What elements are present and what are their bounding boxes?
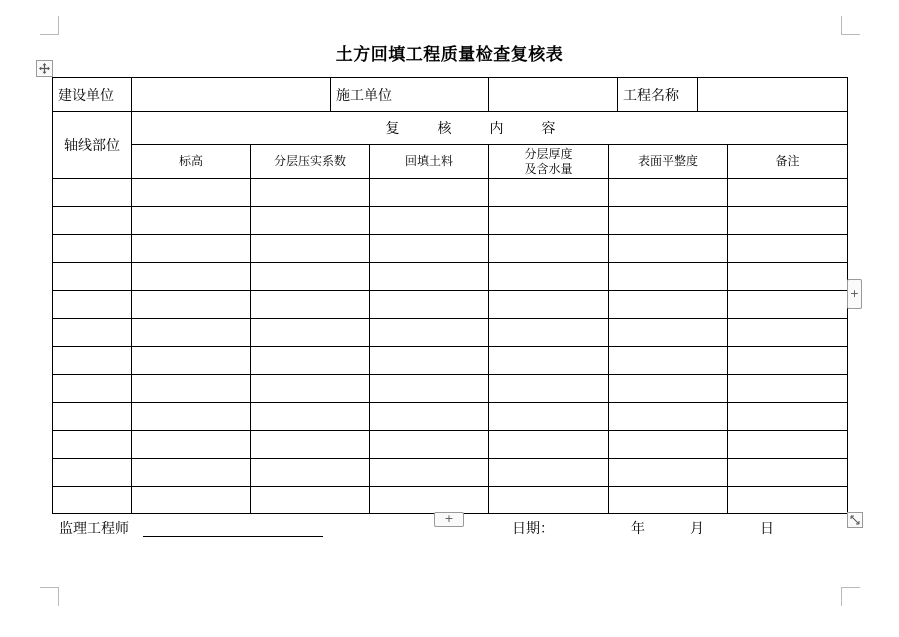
table-cell[interactable] [132, 459, 251, 487]
table-cell[interactable] [251, 235, 370, 263]
table-cell[interactable] [609, 291, 728, 319]
table-cell[interactable] [370, 235, 489, 263]
page-corner-mark-top-left [40, 16, 59, 35]
table-cell[interactable] [609, 431, 728, 459]
table-cell[interactable] [609, 319, 728, 347]
table-cell[interactable] [251, 263, 370, 291]
table-row [53, 179, 848, 207]
table-cell[interactable] [370, 431, 489, 459]
table-cell[interactable] [728, 291, 848, 319]
table-cell[interactable] [251, 291, 370, 319]
table-row [53, 291, 848, 319]
axis-position-cell[interactable] [53, 263, 132, 291]
table-row [53, 235, 848, 263]
table-cell[interactable] [609, 375, 728, 403]
table-cell[interactable] [251, 319, 370, 347]
axis-position-cell[interactable] [53, 347, 132, 375]
table-cell[interactable] [609, 179, 728, 207]
column-header: 回填土料 [370, 145, 489, 179]
table-cell[interactable] [251, 179, 370, 207]
table-cell[interactable] [728, 431, 848, 459]
table-cell[interactable] [489, 263, 609, 291]
table-cell[interactable] [251, 375, 370, 403]
table-row [53, 347, 848, 375]
plus-icon: + [444, 512, 454, 525]
column-header-row [53, 145, 848, 179]
table-row [53, 403, 848, 431]
axis-position-cell[interactable] [53, 235, 132, 263]
table-cell[interactable] [489, 459, 609, 487]
table-cell[interactable] [370, 263, 489, 291]
table-cell[interactable] [728, 487, 848, 514]
axis-position-cell[interactable] [53, 431, 132, 459]
table-cell[interactable] [728, 263, 848, 291]
year-label: 年 [631, 521, 645, 537]
table-row [53, 263, 848, 291]
table-cell[interactable] [489, 179, 609, 207]
page-title: 土方回填工程质量检查复核表 [335, 45, 564, 65]
table-cell[interactable] [728, 235, 848, 263]
table-cell[interactable] [728, 207, 848, 235]
column-header: 备注 [728, 145, 848, 179]
table-cell[interactable] [489, 319, 609, 347]
table-cell[interactable] [132, 263, 251, 291]
table-cell[interactable] [728, 375, 848, 403]
table-cell[interactable] [609, 459, 728, 487]
table-cell[interactable] [489, 235, 609, 263]
table-cell[interactable] [370, 179, 489, 207]
project-name-label: 工程名称 [618, 78, 698, 112]
axis-position-label: 轴线部位 [53, 112, 132, 179]
page-corner-mark-top-right [841, 16, 860, 35]
table-cell[interactable] [251, 459, 370, 487]
table-cell[interactable] [728, 179, 848, 207]
table-cell[interactable] [728, 403, 848, 431]
table-cell[interactable] [609, 487, 728, 514]
axis-position-cell[interactable] [53, 375, 132, 403]
axis-position-cell[interactable] [53, 319, 132, 347]
table-cell[interactable] [132, 347, 251, 375]
axis-position-cell[interactable] [53, 207, 132, 235]
day-label: 日 [760, 521, 774, 537]
review-table [52, 77, 848, 112]
table-cell[interactable] [251, 487, 370, 514]
diagonal-resize-icon [850, 515, 860, 525]
column-header: 分层厚度 及含水量 [489, 145, 609, 179]
review-content-header-text: 复核内容 [385, 121, 594, 137]
table-cell[interactable] [489, 487, 609, 514]
table-cell[interactable] [251, 403, 370, 431]
table-cell[interactable] [370, 291, 489, 319]
table-cell[interactable] [251, 207, 370, 235]
table-cell[interactable] [132, 403, 251, 431]
table-cell[interactable] [489, 431, 609, 459]
plus-icon: + [849, 287, 860, 300]
table-cell[interactable] [609, 235, 728, 263]
table-row [53, 375, 848, 403]
table-cell[interactable] [132, 431, 251, 459]
axis-position-cell[interactable] [53, 179, 132, 207]
table-row [53, 207, 848, 235]
date-label: 日期： [512, 521, 554, 537]
axis-position-cell[interactable] [53, 403, 132, 431]
table-cell[interactable] [609, 347, 728, 375]
table-cell[interactable] [489, 207, 609, 235]
review-content-header [132, 112, 848, 145]
table-cell[interactable] [251, 347, 370, 375]
month-label: 月 [690, 521, 704, 537]
add-row-button[interactable] [434, 512, 464, 527]
table-cell[interactable] [132, 179, 251, 207]
table-cell[interactable] [132, 291, 251, 319]
construction-unit-label: 建设单位 [53, 78, 132, 112]
supervisor-label: 监理工程师 [59, 521, 129, 537]
axis-position-cell[interactable] [53, 459, 132, 487]
table-row [53, 459, 848, 487]
table-move-handle[interactable] [36, 60, 53, 77]
table-cell[interactable] [132, 235, 251, 263]
table-cell[interactable] [251, 431, 370, 459]
table-cell[interactable] [609, 403, 728, 431]
table-row [53, 319, 848, 347]
column-header: 分层压实系数 [251, 145, 370, 179]
header-info-row [53, 78, 848, 112]
table-cell[interactable] [489, 403, 609, 431]
table-cell[interactable] [370, 207, 489, 235]
column-header: 标高 [132, 145, 251, 179]
table-cell[interactable] [132, 319, 251, 347]
contractor-field[interactable] [489, 78, 618, 112]
review-table-body [53, 179, 848, 514]
axis-position-cell[interactable] [53, 291, 132, 319]
table-cell[interactable] [132, 207, 251, 235]
table-cell[interactable] [370, 459, 489, 487]
table-cell[interactable] [370, 347, 489, 375]
table-cell[interactable] [132, 375, 251, 403]
supervisor-signature-line[interactable] [143, 536, 323, 537]
table-cell[interactable] [489, 375, 609, 403]
table-cell[interactable] [609, 207, 728, 235]
table-cell[interactable] [132, 487, 251, 514]
table-cell[interactable] [728, 347, 848, 375]
table-row [53, 487, 848, 514]
table-cell[interactable] [489, 347, 609, 375]
page-corner-mark-bottom-left [40, 587, 59, 606]
table-row [53, 431, 848, 459]
table-cell[interactable] [370, 375, 489, 403]
table-cell[interactable] [489, 291, 609, 319]
project-name-field[interactable] [698, 78, 848, 112]
review-content-table [52, 111, 848, 514]
table-cell[interactable] [370, 487, 489, 514]
table-cell[interactable] [609, 263, 728, 291]
contractor-label: 施工单位 [331, 78, 489, 112]
table-cell[interactable] [370, 403, 489, 431]
table-resize-handle[interactable] [847, 512, 863, 528]
construction-unit-field[interactable] [132, 78, 331, 112]
table-cell[interactable] [728, 459, 848, 487]
column-header: 表面平整度 [609, 145, 728, 179]
axis-position-cell[interactable] [53, 487, 132, 514]
move-arrows-icon [39, 63, 50, 74]
table-cell[interactable] [728, 319, 848, 347]
add-column-button[interactable] [847, 279, 862, 309]
table-cell[interactable] [370, 319, 489, 347]
page-corner-mark-bottom-right [841, 587, 860, 606]
